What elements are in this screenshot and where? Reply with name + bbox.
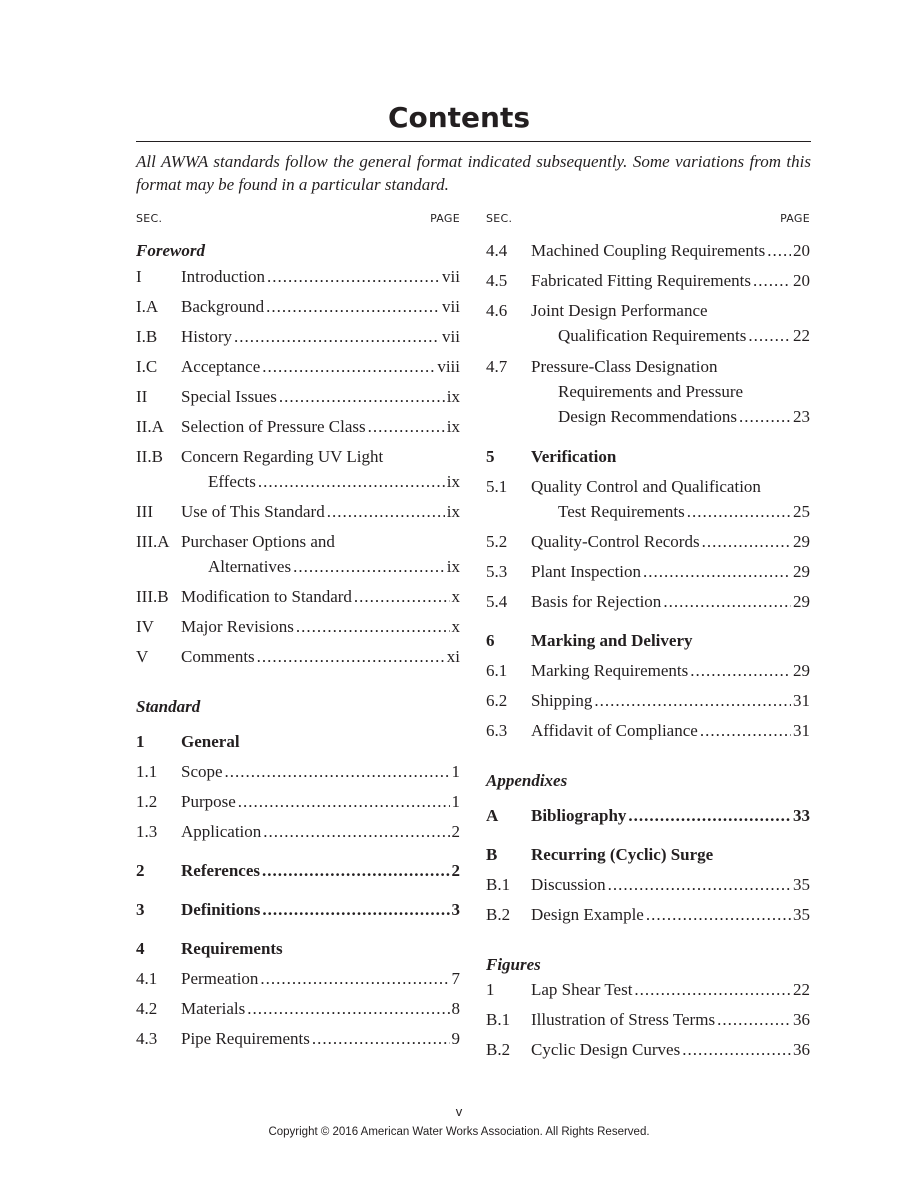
dot-leader xyxy=(608,872,791,897)
section-number: B.2 xyxy=(486,1040,511,1059)
section-title: Requirements and Pressure xyxy=(558,382,744,401)
toc-entry xyxy=(486,1007,810,1032)
toc-entry xyxy=(136,384,460,409)
dot-leader xyxy=(238,789,450,814)
section-number: II.B xyxy=(136,447,163,466)
section-number: I.A xyxy=(136,297,159,316)
section-title: Introduction xyxy=(181,267,266,286)
toc-entry xyxy=(486,268,810,293)
dot-leader xyxy=(225,759,450,784)
dot-leader xyxy=(312,1026,450,1051)
section-title: Definitions xyxy=(181,900,261,919)
copyright-notice: Copyright © 2016 American Water Works Association. All Rights Reserved. xyxy=(268,1126,650,1138)
dot-leader xyxy=(262,858,450,883)
toc-entry xyxy=(486,589,810,614)
dot-leader xyxy=(748,323,791,348)
section-title: Quality Control and Qualification xyxy=(531,477,761,496)
toc-entry xyxy=(136,729,460,754)
page-number-ref: 35 xyxy=(793,875,810,894)
section-number: 4.4 xyxy=(486,241,508,260)
section-title: Alternatives xyxy=(208,557,292,576)
toc-entry xyxy=(486,298,810,348)
section-number: V xyxy=(136,647,149,666)
toc-entry xyxy=(136,644,460,669)
sec-header: SEC. xyxy=(486,212,513,225)
page-number-ref: 2 xyxy=(451,861,460,880)
dot-leader xyxy=(594,688,791,713)
section-number: 5.3 xyxy=(486,562,508,581)
section-number: IV xyxy=(136,617,154,636)
section-title: Plant Inspection xyxy=(531,562,642,581)
page-number-ref: 22 xyxy=(793,980,810,999)
dot-leader xyxy=(354,584,450,609)
section-title: Requirements xyxy=(181,939,283,958)
section-number: 5.1 xyxy=(486,477,508,496)
toc-entry xyxy=(136,324,460,349)
page-number-ref: 29 xyxy=(793,532,810,551)
toc-entry xyxy=(486,658,810,683)
page-number-ref: ix xyxy=(446,387,460,406)
page-number-ref: 8 xyxy=(451,999,460,1018)
page-number-ref: 33 xyxy=(793,806,810,825)
section-title: Scope xyxy=(181,762,223,781)
dot-leader xyxy=(634,977,791,1002)
page-header: PAGE xyxy=(430,212,460,225)
page-number-ref: ix xyxy=(446,502,460,521)
toc-entry xyxy=(136,789,460,814)
section-number: B.1 xyxy=(486,1010,511,1029)
page-number-ref: ix xyxy=(446,417,460,436)
section-title: Recurring (Cyclic) Surge xyxy=(531,845,714,864)
toc-entry xyxy=(136,444,460,494)
page-number-ref: ix xyxy=(446,557,460,576)
standard-heading: Standard xyxy=(136,697,201,716)
foreword-heading: Foreword xyxy=(136,241,205,260)
section-title: Joint Design Performance xyxy=(531,301,708,320)
section-number: 1 xyxy=(136,732,145,751)
section-title: Fabricated Fitting Requirements xyxy=(531,271,752,290)
section-number: II xyxy=(136,387,148,406)
section-number: 1.2 xyxy=(136,792,158,811)
section-title: Cyclic Design Curves xyxy=(531,1040,681,1059)
toc-entry xyxy=(486,559,810,584)
toc-entry xyxy=(486,354,810,429)
section-title: General xyxy=(181,732,240,751)
section-title: Acceptance xyxy=(181,357,261,376)
page-number-ref: ix xyxy=(446,472,460,491)
page-number-ref: 1 xyxy=(451,792,460,811)
toc-entry xyxy=(136,1026,460,1051)
section-title: Selection of Pressure Class xyxy=(181,417,366,436)
page-number-ref: 22 xyxy=(793,326,810,345)
section-number: 1.1 xyxy=(136,762,158,781)
dot-leader xyxy=(296,614,450,639)
section-title: Lap Shear Test xyxy=(531,980,633,999)
toc-entry xyxy=(486,238,810,263)
dot-leader xyxy=(279,384,445,409)
page-number-ref: 20 xyxy=(793,271,810,290)
toc-entry xyxy=(486,529,810,554)
toc-entry xyxy=(486,842,810,867)
dot-leader xyxy=(293,554,445,579)
section-title: Background xyxy=(181,297,265,316)
dot-leader xyxy=(717,1007,791,1032)
page-number-ref: 25 xyxy=(793,502,810,521)
section-number: 3 xyxy=(136,900,145,919)
page-number-ref: 31 xyxy=(793,691,810,710)
toc-entry xyxy=(486,474,810,524)
toc-entry xyxy=(486,803,810,828)
dot-leader xyxy=(327,499,445,524)
section-title: Permeation xyxy=(181,969,259,988)
section-title: Marking and Delivery xyxy=(531,631,693,650)
section-title: Quality-Control Records xyxy=(531,532,700,551)
dot-leader xyxy=(739,404,791,429)
section-title: Shipping xyxy=(531,691,593,710)
dot-leader xyxy=(702,529,791,554)
toc-entry xyxy=(136,858,460,883)
page-number-ref: 29 xyxy=(793,562,810,581)
appendixes-heading: Appendixes xyxy=(486,771,568,790)
dot-leader xyxy=(687,499,791,524)
section-number: A xyxy=(486,806,499,825)
page-number-ref: 20 xyxy=(793,241,810,260)
toc-entry xyxy=(136,499,460,524)
section-number: 6.3 xyxy=(486,721,508,740)
section-number: 4.1 xyxy=(136,969,158,988)
section-number: 6.1 xyxy=(486,661,508,680)
page-number-ref: xi xyxy=(446,647,460,666)
dot-leader xyxy=(267,264,440,289)
toc-entry xyxy=(136,354,460,379)
page-number-ref: 36 xyxy=(793,1010,810,1029)
section-number: 5.4 xyxy=(486,592,508,611)
toc-entry xyxy=(136,414,460,439)
section-title: Use of This Standard xyxy=(181,502,325,521)
toc-entry xyxy=(136,529,460,579)
section-title: Major Revisions xyxy=(181,617,294,636)
section-number: I.B xyxy=(136,327,158,346)
section-title: References xyxy=(181,861,260,880)
section-title: Basis for Rejection xyxy=(531,592,662,611)
section-number: 5 xyxy=(486,447,495,466)
dot-leader xyxy=(262,897,449,922)
section-number: III xyxy=(136,502,153,521)
section-number: 1.3 xyxy=(136,822,158,841)
toc-entry xyxy=(136,264,460,289)
page-number-ref: 1 xyxy=(451,762,460,781)
section-title: Purchaser Options and xyxy=(181,532,335,551)
section-title: Discussion xyxy=(531,875,606,894)
dot-leader xyxy=(700,718,791,743)
section-number: 4.6 xyxy=(486,301,508,320)
section-number: 6.2 xyxy=(486,691,508,710)
section-title: Qualification Requirements xyxy=(558,326,747,345)
dot-leader xyxy=(266,294,440,319)
page-number-ref: 29 xyxy=(793,592,810,611)
page-number-ref: 29 xyxy=(793,661,810,680)
dot-leader xyxy=(258,469,445,494)
toc-entry xyxy=(136,614,460,639)
section-title: Modification to Standard xyxy=(181,587,352,606)
section-number: 4 xyxy=(136,939,145,958)
toc-entry xyxy=(136,936,460,961)
section-number: I.C xyxy=(136,357,158,376)
section-number: 4.3 xyxy=(136,1029,158,1048)
section-number: 2 xyxy=(136,861,145,880)
dot-leader xyxy=(628,803,791,828)
page-header: PAGE xyxy=(780,212,810,225)
toc-entry xyxy=(136,294,460,319)
toc-entry xyxy=(486,1037,810,1062)
section-number: B xyxy=(486,845,498,864)
page-number-ref: vii xyxy=(442,267,460,286)
page-number: v xyxy=(455,1104,463,1119)
toc-entry xyxy=(136,966,460,991)
page-number-ref: 23 xyxy=(793,407,810,426)
section-title: Illustration of Stress Terms xyxy=(531,1010,716,1029)
sec-header: SEC. xyxy=(136,212,163,225)
section-title: Design Example xyxy=(531,905,644,924)
page-number-ref: 3 xyxy=(451,900,460,919)
section-title: History xyxy=(181,327,232,346)
title-rule xyxy=(136,141,811,142)
section-title: Pipe Requirements xyxy=(181,1029,310,1048)
toc-entry xyxy=(486,688,810,713)
section-number: III.A xyxy=(136,532,170,551)
toc-entry xyxy=(486,444,810,469)
dot-leader xyxy=(690,658,791,683)
section-number: I xyxy=(136,267,142,286)
column-header xyxy=(486,212,810,230)
section-title: Special Issues xyxy=(181,387,277,406)
page-title: Contents xyxy=(387,101,531,134)
page-number-ref: 7 xyxy=(451,969,460,988)
section-title: Test Requirements xyxy=(558,502,685,521)
section-title: Marking Requirements xyxy=(531,661,689,680)
section-title: Design Recommendations xyxy=(558,407,737,426)
page-number-ref: vii xyxy=(442,327,460,346)
section-title: Application xyxy=(181,822,262,841)
column-header xyxy=(136,212,460,230)
toc-entry xyxy=(136,897,460,922)
page-number-ref: vii xyxy=(442,297,460,316)
section-title: Machined Coupling Requirements xyxy=(531,241,766,260)
dot-leader xyxy=(646,902,791,927)
page-number-ref: 31 xyxy=(793,721,810,740)
toc-entry xyxy=(486,977,810,1002)
toc-entry xyxy=(486,628,810,653)
section-number: 1 xyxy=(486,980,495,999)
toc-entry xyxy=(136,759,460,784)
dot-leader xyxy=(260,966,449,991)
section-title: Bibliography xyxy=(531,806,627,825)
toc-entry xyxy=(136,819,460,844)
toc-entry xyxy=(136,996,460,1021)
section-title: Purpose xyxy=(181,792,236,811)
figures-heading: Figures xyxy=(486,955,541,974)
section-number: 5.2 xyxy=(486,532,508,551)
dot-leader xyxy=(368,414,445,439)
section-number: B.2 xyxy=(486,905,511,924)
section-title: Materials xyxy=(181,999,246,1018)
page-number-ref: 9 xyxy=(451,1029,460,1048)
section-title: Effects xyxy=(208,472,256,491)
toc-entry xyxy=(136,584,460,609)
dot-leader xyxy=(257,644,445,669)
page-number-ref: 2 xyxy=(451,822,460,841)
dot-leader xyxy=(262,354,435,379)
dot-leader xyxy=(767,238,791,263)
toc-entry xyxy=(486,902,810,927)
page-number-ref: 35 xyxy=(793,905,810,924)
section-number: B.1 xyxy=(486,875,511,894)
dot-leader xyxy=(247,996,449,1021)
page-number-ref: x xyxy=(451,587,460,606)
section-number: 4.2 xyxy=(136,999,158,1018)
section-number: III.B xyxy=(136,587,169,606)
intro-paragraph: All AWWA standards follow the general format indicated subsequently. Some variations from this format may be found in a particular standard. xyxy=(136,152,811,194)
section-number: II.A xyxy=(136,417,164,436)
dot-leader xyxy=(753,268,791,293)
section-number: 4.7 xyxy=(486,357,508,376)
page-number-ref: viii xyxy=(437,357,460,376)
section-title: Affidavit of Compliance xyxy=(531,721,698,740)
section-title: Verification xyxy=(531,447,617,466)
section-title: Comments xyxy=(181,647,255,666)
toc-entry xyxy=(486,718,810,743)
dot-leader xyxy=(663,589,791,614)
dot-leader xyxy=(263,819,449,844)
dot-leader xyxy=(234,324,440,349)
page-number-ref: 36 xyxy=(793,1040,810,1059)
toc-entry xyxy=(486,872,810,897)
section-title: Concern Regarding UV Light xyxy=(181,447,384,466)
section-number: 4.5 xyxy=(486,271,508,290)
dot-leader xyxy=(643,559,791,584)
section-title: Pressure-Class Designation xyxy=(531,357,718,376)
page-number-ref: x xyxy=(451,617,460,636)
dot-leader xyxy=(682,1037,791,1062)
section-number: 6 xyxy=(486,631,495,650)
